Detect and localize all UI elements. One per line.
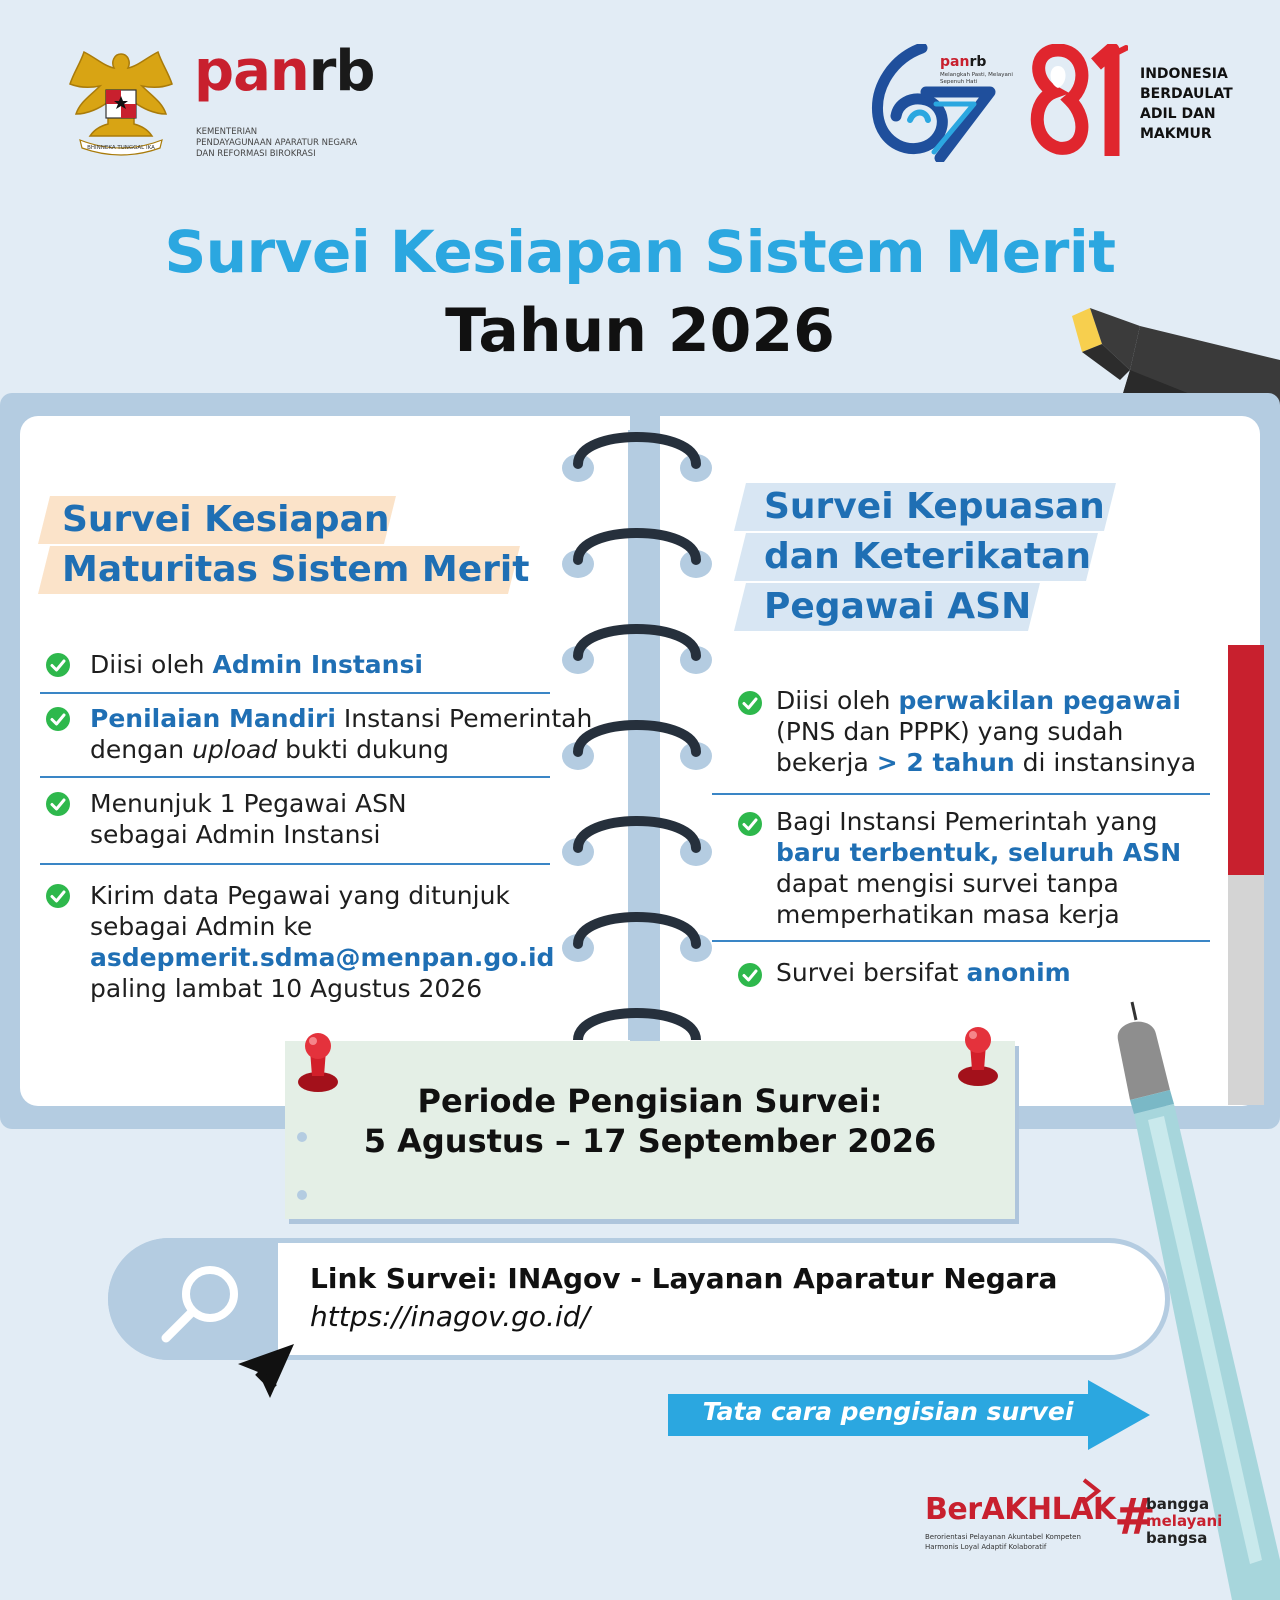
- page-subtitle: Tahun 2026: [445, 296, 835, 366]
- right-item-2: Bagi Instansi Pemerintah yang baru terbentuk, seluruh ASN dapat mengisi survei tanpa memperhatikan masa kerja: [776, 807, 1182, 929]
- admin-email-link[interactable]: asdepmerit.sdma@menpan.go.id: [90, 943, 555, 972]
- right-heading-line1: Survei Kepuasan: [764, 486, 1105, 527]
- check-circle-icon: [737, 962, 763, 988]
- period-dates: 5 Agustus – 17 September 2026: [363, 1122, 937, 1160]
- page-tab-red: [1228, 645, 1264, 875]
- left-item-3: Menunjuk 1 Pegawai ASN sebagai Admin Instansi: [90, 789, 407, 849]
- independence-81-logo: [1028, 44, 1128, 162]
- survey-url-link[interactable]: https://inagov.go.id/: [310, 1300, 590, 1333]
- bangga-melayani-bangsa: bangga melayani bangsa: [1146, 1495, 1223, 1547]
- right-heading-line3: Pegawai ASN: [764, 586, 1032, 627]
- divider: [40, 692, 550, 694]
- page-title: Survei Kesiapan Sistem Merit: [164, 218, 1116, 286]
- check-circle-icon: [45, 652, 71, 678]
- divider: [712, 940, 1210, 942]
- left-item-2: Penilaian Mandiri Instansi Pemerintah dengan upload bukti dukung: [90, 704, 593, 764]
- chevron-right-icon: [1080, 1478, 1104, 1504]
- survey-period: [285, 1081, 1015, 1161]
- tutorial-button[interactable]: [668, 1380, 1150, 1450]
- berakhlak-values: Berorientasi Pelayanan Akuntabel Kompeten Harmonis Loyal Adaptif Kolaboratif: [925, 1533, 1081, 1551]
- left-heading-line1: Survei Kesiapan: [62, 499, 390, 540]
- link-title: Link Survei: INAgov - Layanan Aparatur Negara: [310, 1262, 1058, 1295]
- left-item-1: Diisi oleh Admin Instansi: [90, 650, 423, 679]
- left-heading-line2: Maturitas Sistem Merit: [62, 549, 530, 590]
- right-item-3: Survei bersifat anonim: [776, 958, 1071, 987]
- check-circle-icon: [45, 791, 71, 817]
- check-circle-icon: [737, 811, 763, 837]
- anniversary-brand: panrb: [940, 54, 987, 70]
- svg-text:BHINNEKA TUNGGAL IKA: BHINNEKA TUNGGAL IKA: [87, 145, 155, 151]
- period-label: Periode Pengisian Survei:: [417, 1082, 883, 1120]
- left-item-4: Kirim data Pegawai yang ditunjuk sebagai Admin ke asdepmerit.sdma@menpan.go.id paling lambat 10 Agustus 2026: [90, 881, 555, 1003]
- note-hole: [297, 1190, 307, 1200]
- hashtag-symbol: #: [1114, 1488, 1156, 1546]
- check-circle-icon: [45, 706, 71, 732]
- anniversary-tagline: Melangkah Pasti, Melayani Sepenuh Hati: [940, 72, 1013, 86]
- divider: [40, 776, 550, 778]
- garuda-emblem-icon: [66, 44, 176, 159]
- right-heading-line2: dan Keterikatan: [764, 536, 1091, 577]
- search-icon: [158, 1258, 248, 1348]
- berakhlak-logo: BerAKHLAK: [925, 1492, 1116, 1527]
- panrb-logo: panrb: [194, 39, 375, 104]
- divider: [40, 863, 550, 865]
- check-circle-icon: [45, 883, 71, 909]
- ministry-name: KEMENTERIAN PENDAYAGUNAAN APARATUR NEGARA DAN REFORMASI BIROKRASI: [196, 127, 358, 160]
- independence-motto: INDONESIA BERDAULAT ADIL DAN MAKMUR: [1140, 66, 1233, 142]
- cursor-arrow-icon: [234, 1340, 298, 1404]
- tutorial-label: Tata cara pengisian survei: [702, 1397, 1074, 1426]
- check-circle-icon: [737, 690, 763, 716]
- divider: [712, 793, 1210, 795]
- right-item-1: Diisi oleh perwakilan pegawai (PNS dan PPPK) yang sudah bekerja > 2 tahun di instansinya: [776, 686, 1197, 777]
